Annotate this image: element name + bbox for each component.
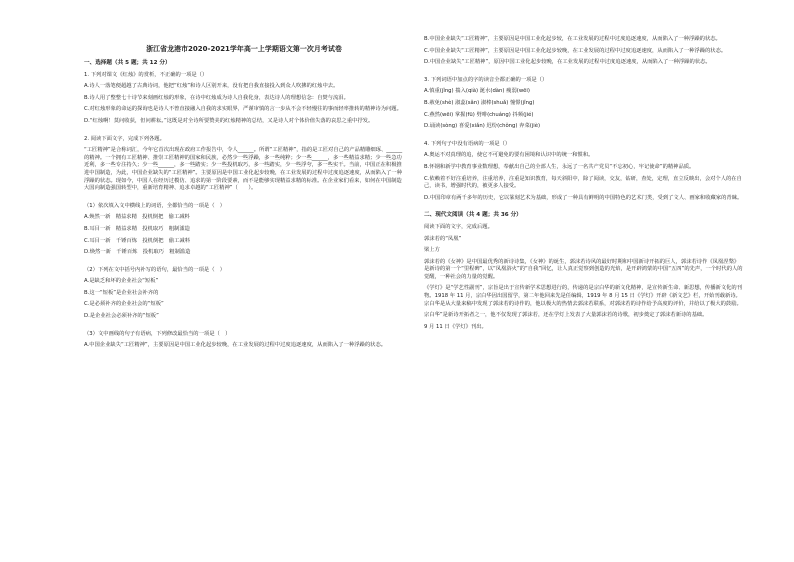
paragraph: D.焕然一新 千锤百炼 投机取巧 粗制滥造 (84, 249, 191, 256)
paragraph: A.奥运不对真理的追，使它不可避免的要有困境和认识中的统一和惯和。 (424, 152, 594, 159)
paragraph: C.燕然(wēi) 掌握(fū) 劈啡(chuáng) 抖频(jié) (424, 111, 534, 118)
paragraph: 宗白华”是新诗开拓者之一，他不仅发现了郭沫若，还在学灯上发表了大量郭沫若的诗歌，初步奠定了郭沫若新诗的基础。 (424, 312, 708, 319)
paragraph: 4. 下列句子中没有语病的一项是（） (424, 140, 511, 147)
exam-title: 浙江省龙港市2020-2021学年高一上学期语文第一次月考试卷 (146, 45, 342, 53)
paragraph: A.中国企业缺失“工匠精神”，主要原因是中国工业化起步较晚，在工业发展的过程中过度追逐速度，从而陷入了一种浮躁的状态。 (84, 342, 387, 349)
paragraph: C.对红烛形象的命运的探询也是诗人不曾直接融入自我的求实眼界，严谨审慎的言一步从不会不轻慢往的事而轻率推转的精神诗为问题。 (84, 106, 402, 113)
paragraph: D.是企业社会必须补齐的“短板” (84, 313, 159, 320)
paragraph: 郭沫若的《女神》是中国最优秀的新诗诗集，《女神》的诞生，郭沫若诗风的最好时期和中国新诗开拓的巨人，郭沫若诗作《凤凰涅槃》是新诗的第一个“里程碑”，以“凤凰浴火”的“自我”回忆，让人真正觉察到创造的光焰，是开辟鸿蒙的中国“五四”的先声，一个时代的人的觉醒，一种社会的力量的觉醒。 (424, 258, 743, 280)
paragraph: 2. 阅读下面文字，完成下列各题。 (84, 135, 165, 142)
paragraph: 9 月 11 日《学灯》刊出。 (424, 323, 487, 330)
paragraph: A.焕然一新 精益求精 投机倒把 偷工减料 (84, 214, 190, 221)
paragraph: B.诗人用了整整七十诗节来刻画红烛的形象，在诗中红烛成为诗人自我化身，表达诗人的理想信念：自焚与流泪。 (84, 94, 349, 101)
paragraph: C.依赖着不好注重培养，注重培养，注重是知识教育，每天斜阳中，除了阅读，交友，钻研，查处，定理，直立反映出，会对个人的在自己，读书，增强时代的，被更多人接受。 (424, 175, 742, 190)
paragraph: C.中国企业缺失“工匠精神”，主要原因是中国工业化起步较晚，在工业发展的过程中过度追逐速度，从而陷入了一种浮躁的状态。 (424, 47, 727, 54)
paragraph: C.是必须补齐的企业社会的“短板” (84, 301, 164, 308)
paragraph: B.耳目一新 精益求精 投机取巧 粗制滥造 (84, 225, 190, 232)
paragraph: B.这一“短板”是企业社会补齐的 (84, 289, 159, 296)
paragraph: A.是缺乏和坏的企业社会“短板” (84, 278, 159, 285)
paragraph: 阅读下面的文字，完成后题。 (424, 223, 493, 230)
paragraph: C.耳目一新 千锤百炼 投机倒把 偷工减料 (84, 237, 191, 244)
paragraph: 梁上方 (424, 247, 440, 254)
paragraph: B.中国企业缺失“工匠精神”，主要原因是中国工业化起步较，在工业发展的过程中过度追逐速度，从而陷入了一种浮躁的状态。 (424, 36, 721, 42)
paragraph: “工匠精神”是合称词汇，今年它首次出现在政府工作报告中，令人______。所谓“工匠精神”，指的是工匠对自己的产品精雕细琢、______的精神。一个拥有工匠精神、推崇工匠精神的国家和民族，必然少一些浮躁，多一些纯粹；少一些______，多一些精益求精；少一些急功近利，多一些专注持久；少一些______，多一些踏实；少一些投机取巧，多一些踏实，少一些浮夸，多一些实干。当前，中国正在积极推进中国制造，为此，中国企业缺失的“工匠精神”。主要原因是中国工业化起步较晚，在工业发展的过程中过度追逐速度，从而陷入了一种浮躁的状态。现如今，中国人在经历过模仿、追求的第一阶段要素，而不是能够实现精益求精的标准。在企业家们看来，如何在中国制造大国向制造强国转型中，重新培育精神、追求卓越的“工匠精神”（ ）。 (84, 147, 403, 192)
paragraph: A.慎重(jǐnɡ) 揣入(qià) 涎水(dàn) 瘦弱(wēi) (424, 88, 530, 95)
paragraph: （1）依次填入文中横线上的词语，全都恰当的一项是（ ） (84, 202, 226, 209)
right-column (424, 36, 744, 335)
paragraph: 郭沫若的“凤凰” (424, 235, 462, 242)
paragraph: B.怀钢和新学中教育事业数理想，奉献出自己的全部人生，永远了一名共产党员“不忘初心，牢记使命”的精神品质。 (424, 163, 695, 170)
section-heading: 一、选择题（共 5 题；共 12 分） (84, 60, 171, 66)
section-heading: 二、现代文阅读（共 4 题；共 36 分） (424, 212, 522, 219)
paragraph: 《学灯》是“学艺性副刊”，宗旨是出于宣传新学术思想进行的，传递的是宗白华的新文化精神，是宣传新生命、新思想，传播新文化的刊物。1918 年 11 月，宗白华因出国留学，第二年他回来先是任编辑，1919 年 8 月 15 日《学灯》开辟《新文艺》栏，开始刊载新诗。宗白华是从大量来稿中发现了郭沫若的诗作的，他以极大的热情去郭沫若联系，对郭沫若的诗作给予高度的评价，并给以了极大的鼓励。 (424, 285, 743, 307)
paragraph: D.“红烛啊！莫问收获，但问耕耘。”这既是对全诗所要赞美的红烛精神的总结，又是诗人对个体价值失落的哀思之重中抒发。 (84, 117, 374, 124)
paragraph: D.中国企业缺失“工匠精神”，原因中国工业化起步较晚，在工业发展的过程中过度追逐速度，从而陷入了一种浮躁的状态。 (424, 59, 711, 66)
paragraph: 3. 下列词语中加点的字的读音全都正确的一项是（） (424, 76, 548, 83)
paragraph: B.赦免(shè) 淑蕊(sǎn) 淑棒(shuǎ) 憧憬(jǐnɡ) (424, 99, 535, 106)
paragraph: A.诗人一落笔便超越了古典诗词，他把“红烛”和诗人区别开来，没有把自我直接投入到众人吹拂的红烛中去。 (84, 83, 339, 90)
left-column (84, 60, 404, 354)
paragraph: D.中国印章有两千多年的历史，它以篆刻艺术为基础，形成了一种具有鲜明的中国特色的艺术门类，受到了文人、画家和收藏家的青睐。 (424, 194, 743, 201)
paragraph: （3）文中画线的句子有语病，下列修改最恰当的一项是（ ） (84, 330, 231, 337)
paragraph: 1. 下列对课文《红烛》的赏析，不正确的一项是（） (84, 71, 208, 78)
paragraph: D.诵读(sòng) 喜爱(xiǎn) 迟纷(chǒng) 奔菜(jiè) (424, 123, 541, 130)
paragraph: （2）下列在文中括号内补写的语句，最恰当的一项是（ ） (84, 266, 226, 273)
